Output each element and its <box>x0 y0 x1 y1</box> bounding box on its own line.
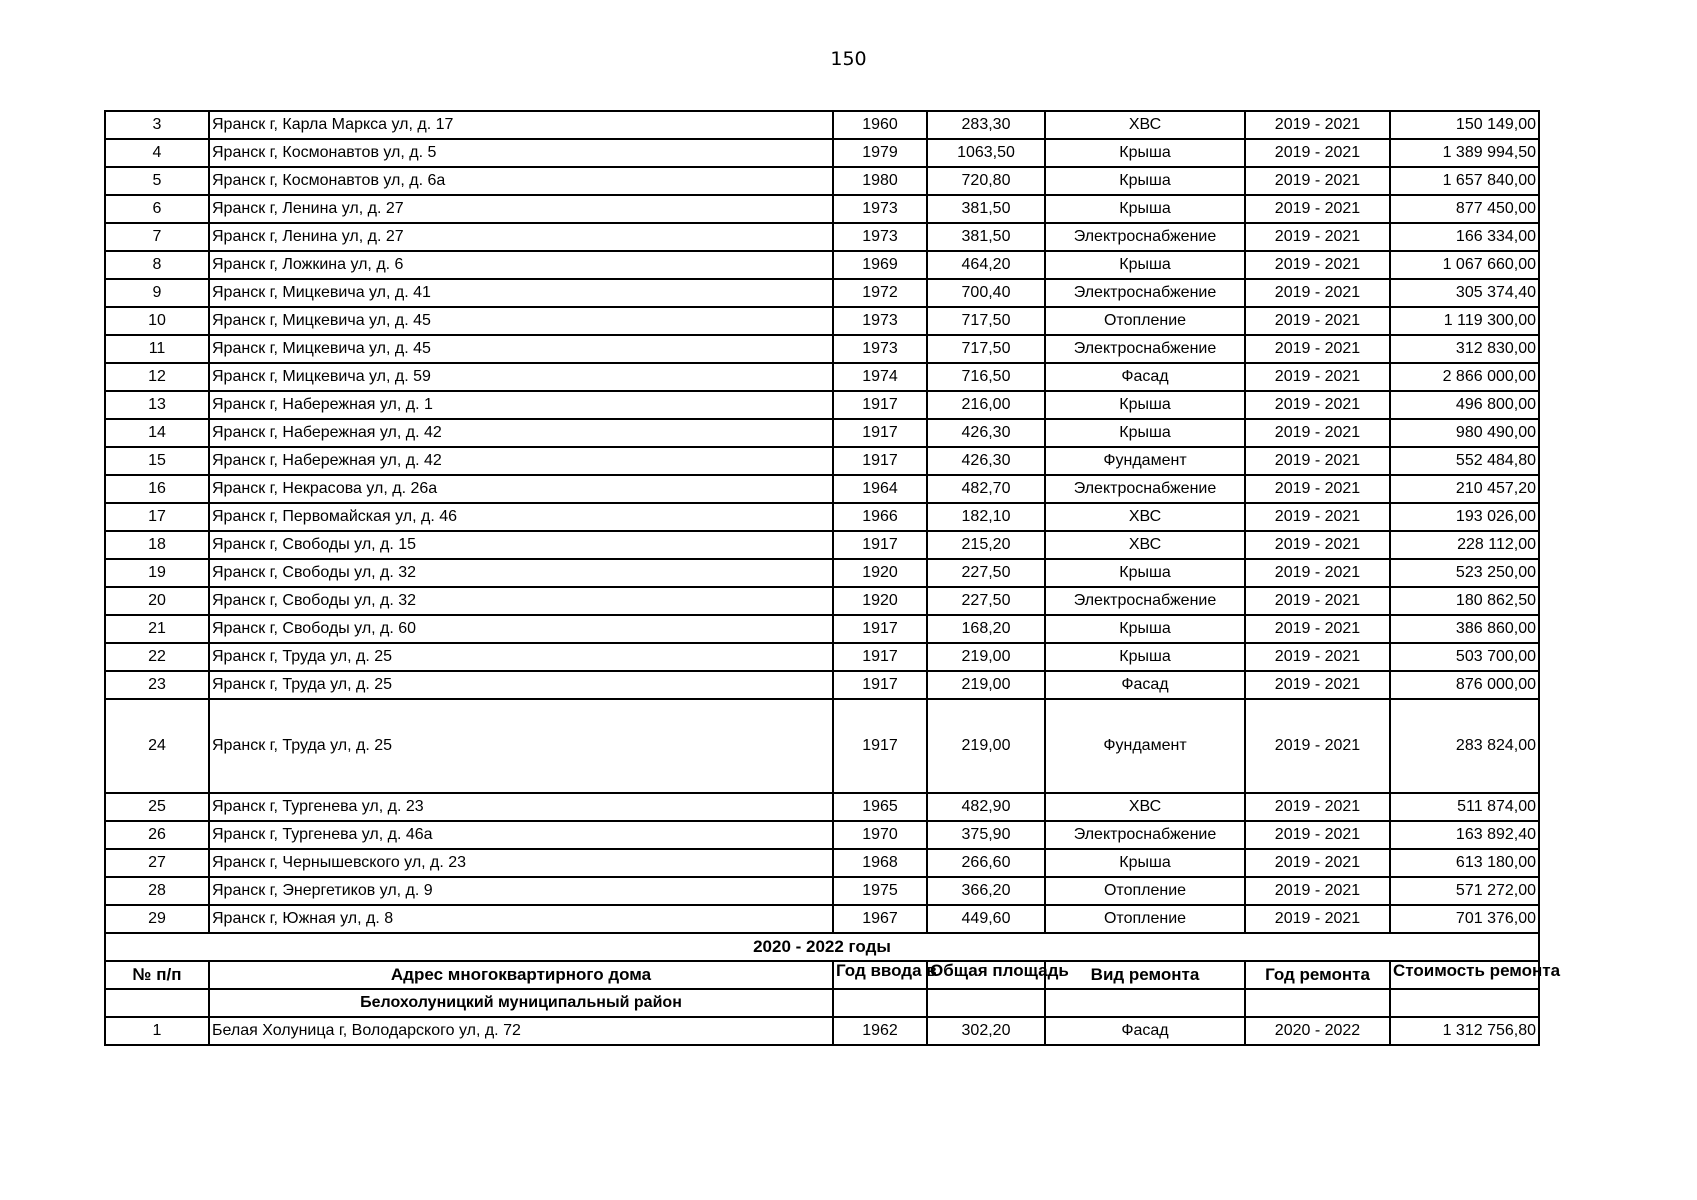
cell-cost: 511 874,00 <box>1390 793 1539 821</box>
cell-number: 11 <box>105 335 209 363</box>
cell-area: 227,50 <box>927 559 1045 587</box>
cell-number: 17 <box>105 503 209 531</box>
cell-number: 20 <box>105 587 209 615</box>
cell-repair-period: 2019 - 2021 <box>1245 419 1390 447</box>
cell-year: 1975 <box>833 877 927 905</box>
cell-number: 1 <box>105 1017 209 1045</box>
cell-year: 1968 <box>833 849 927 877</box>
cell-number: 16 <box>105 475 209 503</box>
cell-number: 26 <box>105 821 209 849</box>
cell-year: 1917 <box>833 671 927 699</box>
cell-cost: 552 484,80 <box>1390 447 1539 475</box>
table-row <box>105 793 1539 821</box>
cell-repair-type: Отопление <box>1045 905 1245 933</box>
cell-address: Яранск г, Набережная ул, д. 42 <box>209 419 833 447</box>
cell-cost: 1 067 660,00 <box>1390 251 1539 279</box>
cell-repair-period: 2019 - 2021 <box>1245 335 1390 363</box>
cell-address: Яранск г, Ленина ул, д. 27 <box>209 195 833 223</box>
cell-area: 381,50 <box>927 195 1045 223</box>
cell-number: 21 <box>105 615 209 643</box>
section-title-row <box>105 933 1539 961</box>
cell-repair-period: 2019 - 2021 <box>1245 905 1390 933</box>
cell-area: 182,10 <box>927 503 1045 531</box>
cell-year: 1917 <box>833 531 927 559</box>
cell-cost: 283 824,00 <box>1390 699 1539 793</box>
cell-address: Яранск г, Набережная ул, д. 1 <box>209 391 833 419</box>
cell-cost: 2 866 000,00 <box>1390 363 1539 391</box>
table-row <box>105 139 1539 167</box>
cell-area: 717,50 <box>927 307 1045 335</box>
cell-address: Яранск г, Некрасова ул, д. 26а <box>209 475 833 503</box>
cell-repair-type: Крыша <box>1045 559 1245 587</box>
cell-repair-type: ХВС <box>1045 503 1245 531</box>
cell-area: 219,00 <box>927 643 1045 671</box>
cell-number: 15 <box>105 447 209 475</box>
table-row <box>105 475 1539 503</box>
cell-year: 1920 <box>833 587 927 615</box>
cell-repair-period: 2019 - 2021 <box>1245 447 1390 475</box>
cell-area: 227,50 <box>927 587 1045 615</box>
cell-repair-type: Фасад <box>1045 671 1245 699</box>
cell-number: 19 <box>105 559 209 587</box>
table-row <box>105 587 1539 615</box>
cell-address: Яранск г, Свободы ул, д. 32 <box>209 559 833 587</box>
cell-number: 3 <box>105 111 209 139</box>
table-row <box>105 223 1539 251</box>
cell-area: 302,20 <box>927 1017 1045 1045</box>
cell-address: Яранск г, Труда ул, д. 25 <box>209 643 833 671</box>
cell-area: 700,40 <box>927 279 1045 307</box>
district-empty-cell <box>1390 989 1539 1017</box>
cell-address: Яранск г, Космонавтов ул, д. 6а <box>209 167 833 195</box>
table-row <box>105 111 1539 139</box>
table-row <box>105 447 1539 475</box>
cell-repair-period: 2019 - 2021 <box>1245 279 1390 307</box>
cell-number: 13 <box>105 391 209 419</box>
cell-repair-type: Отопление <box>1045 307 1245 335</box>
cell-repair-type: Электроснабжение <box>1045 279 1245 307</box>
cell-cost: 193 026,00 <box>1390 503 1539 531</box>
cell-year: 1917 <box>833 643 927 671</box>
cell-repair-type: Крыша <box>1045 391 1245 419</box>
table-row <box>105 279 1539 307</box>
header-number: № п/п <box>105 961 209 989</box>
cell-address: Яранск г, Мицкевича ул, д. 45 <box>209 307 833 335</box>
cell-repair-period: 2019 - 2021 <box>1245 111 1390 139</box>
cell-area: 283,30 <box>927 111 1045 139</box>
cell-cost: 613 180,00 <box>1390 849 1539 877</box>
cell-address: Яранск г, Энергетиков ул, д. 9 <box>209 877 833 905</box>
cell-cost: 312 830,00 <box>1390 335 1539 363</box>
cell-address: Яранск г, Свободы ул, д. 32 <box>209 587 833 615</box>
table-row <box>105 699 1539 793</box>
cell-cost: 877 450,00 <box>1390 195 1539 223</box>
cell-repair-period: 2019 - 2021 <box>1245 307 1390 335</box>
cell-repair-type: ХВС <box>1045 531 1245 559</box>
table-row <box>105 531 1539 559</box>
header-area-text: Общая площадь <box>930 961 1069 980</box>
cell-area: 215,20 <box>927 531 1045 559</box>
table-row <box>105 849 1539 877</box>
cell-cost: 180 862,50 <box>1390 587 1539 615</box>
cell-repair-period: 2019 - 2021 <box>1245 615 1390 643</box>
cell-repair-type: Электроснабжение <box>1045 587 1245 615</box>
cell-year: 1917 <box>833 419 927 447</box>
cell-repair-type: Электроснабжение <box>1045 475 1245 503</box>
cell-repair-type: Крыша <box>1045 139 1245 167</box>
cell-repair-period: 2019 - 2021 <box>1245 821 1390 849</box>
cell-repair-period: 2019 - 2021 <box>1245 849 1390 877</box>
cell-year: 1974 <box>833 363 927 391</box>
cell-number: 12 <box>105 363 209 391</box>
table-row <box>105 195 1539 223</box>
table-row <box>105 363 1539 391</box>
cell-area: 366,20 <box>927 877 1045 905</box>
cell-repair-period: 2019 - 2021 <box>1245 503 1390 531</box>
cell-address: Яранск г, Тургенева ул, д. 23 <box>209 793 833 821</box>
cell-repair-period: 2019 - 2021 <box>1245 699 1390 793</box>
table-row <box>105 615 1539 643</box>
header-cost-text: Стоимость ремонта <box>1393 961 1561 980</box>
table-row <box>105 643 1539 671</box>
cell-address: Яранск г, Тургенева ул, д. 46а <box>209 821 833 849</box>
cell-address: Белая Холуница г, Володарского ул, д. 72 <box>209 1017 833 1045</box>
cell-repair-type: Крыша <box>1045 251 1245 279</box>
cell-repair-type: ХВС <box>1045 793 1245 821</box>
table-row <box>105 167 1539 195</box>
cell-area: 375,90 <box>927 821 1045 849</box>
district-empty-cell <box>833 989 927 1017</box>
cell-number: 24 <box>105 699 209 793</box>
cell-cost: 1 312 756,80 <box>1390 1017 1539 1045</box>
header-year <box>833 961 937 989</box>
cell-year: 1969 <box>833 251 927 279</box>
cell-year: 1962 <box>833 1017 927 1045</box>
cell-area: 716,50 <box>927 363 1045 391</box>
table-row <box>105 419 1539 447</box>
cell-address: Яранск г, Труда ул, д. 25 <box>209 699 833 793</box>
cell-repair-type: ХВС <box>1045 111 1245 139</box>
cell-area: 216,00 <box>927 391 1045 419</box>
table-body-2020 <box>105 1017 1539 1045</box>
cell-cost: 1 657 840,00 <box>1390 167 1539 195</box>
cell-area: 1063,50 <box>927 139 1045 167</box>
cell-area: 482,70 <box>927 475 1045 503</box>
cell-repair-type: Крыша <box>1045 849 1245 877</box>
cell-year: 1973 <box>833 335 927 363</box>
cell-repair-type: Электроснабжение <box>1045 821 1245 849</box>
cell-cost: 571 272,00 <box>1390 877 1539 905</box>
cell-repair-type: Фундамент <box>1045 699 1245 793</box>
cell-repair-type: Крыша <box>1045 643 1245 671</box>
cell-cost: 523 250,00 <box>1390 559 1539 587</box>
cell-cost: 228 112,00 <box>1390 531 1539 559</box>
cell-year: 1965 <box>833 793 927 821</box>
cell-address: Яранск г, Мицкевича ул, д. 59 <box>209 363 833 391</box>
cell-address: Яранск г, Первомайская ул, д. 46 <box>209 503 833 531</box>
cell-year: 1960 <box>833 111 927 139</box>
cell-repair-period: 2019 - 2021 <box>1245 587 1390 615</box>
cell-number: 4 <box>105 139 209 167</box>
cell-number: 18 <box>105 531 209 559</box>
cell-repair-type: Крыша <box>1045 195 1245 223</box>
table-row <box>105 821 1539 849</box>
cell-cost: 496 800,00 <box>1390 391 1539 419</box>
cell-year: 1917 <box>833 699 927 793</box>
table-body-2020-header <box>105 933 1561 1017</box>
cell-number: 5 <box>105 167 209 195</box>
cell-area: 219,00 <box>927 699 1045 793</box>
cell-area: 266,60 <box>927 849 1045 877</box>
cell-repair-period: 2019 - 2021 <box>1245 195 1390 223</box>
district-empty-cell <box>1245 989 1390 1017</box>
cell-address: Яранск г, Мицкевича ул, д. 45 <box>209 335 833 363</box>
cell-cost: 503 700,00 <box>1390 643 1539 671</box>
district-empty-cell <box>1045 989 1245 1017</box>
table-body-2019-end <box>105 793 1539 933</box>
cell-cost: 701 376,00 <box>1390 905 1539 933</box>
cell-year: 1973 <box>833 195 927 223</box>
table-row <box>105 671 1539 699</box>
cell-number: 28 <box>105 877 209 905</box>
cell-area: 464,20 <box>927 251 1045 279</box>
cell-year: 1973 <box>833 307 927 335</box>
cell-repair-type: Электроснабжение <box>1045 335 1245 363</box>
cell-address: Яранск г, Карла Маркса ул, д. 17 <box>209 111 833 139</box>
cell-cost: 1 119 300,00 <box>1390 307 1539 335</box>
cell-repair-period: 2019 - 2021 <box>1245 559 1390 587</box>
cell-repair-period: 2020 - 2022 <box>1245 1017 1390 1045</box>
cell-area: 720,80 <box>927 167 1045 195</box>
cell-repair-type: Фундамент <box>1045 447 1245 475</box>
cell-year: 1917 <box>833 447 927 475</box>
cell-cost: 980 490,00 <box>1390 419 1539 447</box>
cell-area: 717,50 <box>927 335 1045 363</box>
cell-cost: 210 457,20 <box>1390 475 1539 503</box>
cell-number: 25 <box>105 793 209 821</box>
cell-number: 23 <box>105 671 209 699</box>
cell-cost: 305 374,40 <box>1390 279 1539 307</box>
cell-address: Яранск г, Космонавтов ул, д. 5 <box>209 139 833 167</box>
header-repair-period: Год ремонта <box>1245 961 1390 989</box>
district-empty-cell <box>105 989 209 1017</box>
cell-address: Яранск г, Набережная ул, д. 42 <box>209 447 833 475</box>
cell-repair-period: 2019 - 2021 <box>1245 475 1390 503</box>
cell-number: 6 <box>105 195 209 223</box>
cell-repair-period: 2019 - 2021 <box>1245 391 1390 419</box>
cell-repair-period: 2019 - 2021 <box>1245 531 1390 559</box>
cell-cost: 166 334,00 <box>1390 223 1539 251</box>
cell-repair-type: Крыша <box>1045 615 1245 643</box>
cell-cost: 876 000,00 <box>1390 671 1539 699</box>
cell-address: Яранск г, Южная ул, д. 8 <box>209 905 833 933</box>
table-body-row-24 <box>105 699 1539 793</box>
capital-repair-table <box>104 110 1561 1046</box>
section-title: 2020 - 2022 годы <box>105 933 1539 961</box>
cell-year: 1920 <box>833 559 927 587</box>
cell-repair-period: 2019 - 2021 <box>1245 223 1390 251</box>
cell-cost: 150 149,00 <box>1390 111 1539 139</box>
cell-repair-period: 2019 - 2021 <box>1245 877 1390 905</box>
cell-number: 10 <box>105 307 209 335</box>
district-name: Белохолуницкий муниципальный район <box>209 989 833 1017</box>
cell-year: 1972 <box>833 279 927 307</box>
cell-area: 168,20 <box>927 615 1045 643</box>
cell-number: 29 <box>105 905 209 933</box>
cell-year: 1967 <box>833 905 927 933</box>
table-row <box>105 251 1539 279</box>
cell-repair-period: 2019 - 2021 <box>1245 363 1390 391</box>
cell-cost: 386 860,00 <box>1390 615 1539 643</box>
cell-area: 381,50 <box>927 223 1045 251</box>
table-row <box>105 905 1539 933</box>
cell-repair-type: Крыша <box>1045 167 1245 195</box>
cell-address: Яранск г, Ложкина ул, д. 6 <box>209 251 833 279</box>
page-number: 150 <box>830 48 867 70</box>
cell-year: 1966 <box>833 503 927 531</box>
cell-year: 1917 <box>833 615 927 643</box>
cell-address: Яранск г, Труда ул, д. 25 <box>209 671 833 699</box>
cell-area: 426,30 <box>927 419 1045 447</box>
header-address: Адрес многоквартирного дома <box>209 961 833 989</box>
cell-year: 1970 <box>833 821 927 849</box>
cell-year: 1964 <box>833 475 927 503</box>
cell-number: 7 <box>105 223 209 251</box>
cell-number: 27 <box>105 849 209 877</box>
cell-repair-type: Электроснабжение <box>1045 223 1245 251</box>
header-year-text: Год ввода в <box>836 961 937 980</box>
table-row <box>105 503 1539 531</box>
district-row <box>105 989 1539 1017</box>
cell-repair-period: 2019 - 2021 <box>1245 251 1390 279</box>
cell-address: Яранск г, Чернышевского ул, д. 23 <box>209 849 833 877</box>
cell-cost: 163 892,40 <box>1390 821 1539 849</box>
cell-repair-period: 2019 - 2021 <box>1245 671 1390 699</box>
cell-repair-type: Фасад <box>1045 363 1245 391</box>
table-row <box>105 307 1539 335</box>
cell-address: Яранск г, Мицкевича ул, д. 41 <box>209 279 833 307</box>
cell-address: Яранск г, Ленина ул, д. 27 <box>209 223 833 251</box>
table-row <box>105 877 1539 905</box>
cell-repair-type: Крыша <box>1045 419 1245 447</box>
cell-year: 1979 <box>833 139 927 167</box>
district-empty-cell <box>927 989 1045 1017</box>
cell-repair-type: Отопление <box>1045 877 1245 905</box>
cell-year: 1980 <box>833 167 927 195</box>
cell-area: 426,30 <box>927 447 1045 475</box>
cell-repair-period: 2019 - 2021 <box>1245 167 1390 195</box>
cell-repair-period: 2019 - 2021 <box>1245 793 1390 821</box>
table-row <box>105 559 1539 587</box>
header-area <box>927 961 1069 989</box>
table-row <box>105 335 1539 363</box>
cell-address: Яранск г, Свободы ул, д. 15 <box>209 531 833 559</box>
table-row <box>105 391 1539 419</box>
cell-year: 1973 <box>833 223 927 251</box>
cell-repair-period: 2019 - 2021 <box>1245 139 1390 167</box>
column-header-row <box>105 961 1539 989</box>
table-body-2019 <box>105 111 1539 699</box>
cell-area: 482,90 <box>927 793 1045 821</box>
table-row <box>105 1017 1539 1045</box>
cell-cost: 1 389 994,50 <box>1390 139 1539 167</box>
cell-repair-period: 2019 - 2021 <box>1245 643 1390 671</box>
cell-number: 8 <box>105 251 209 279</box>
header-repair-type: Вид ремонта <box>1045 961 1245 989</box>
cell-address: Яранск г, Свободы ул, д. 60 <box>209 615 833 643</box>
cell-repair-type: Фасад <box>1045 1017 1245 1045</box>
cell-area: 449,60 <box>927 905 1045 933</box>
cell-number: 22 <box>105 643 209 671</box>
cell-year: 1917 <box>833 391 927 419</box>
cell-area: 219,00 <box>927 671 1045 699</box>
header-cost <box>1390 961 1561 989</box>
cell-number: 9 <box>105 279 209 307</box>
cell-number: 14 <box>105 419 209 447</box>
